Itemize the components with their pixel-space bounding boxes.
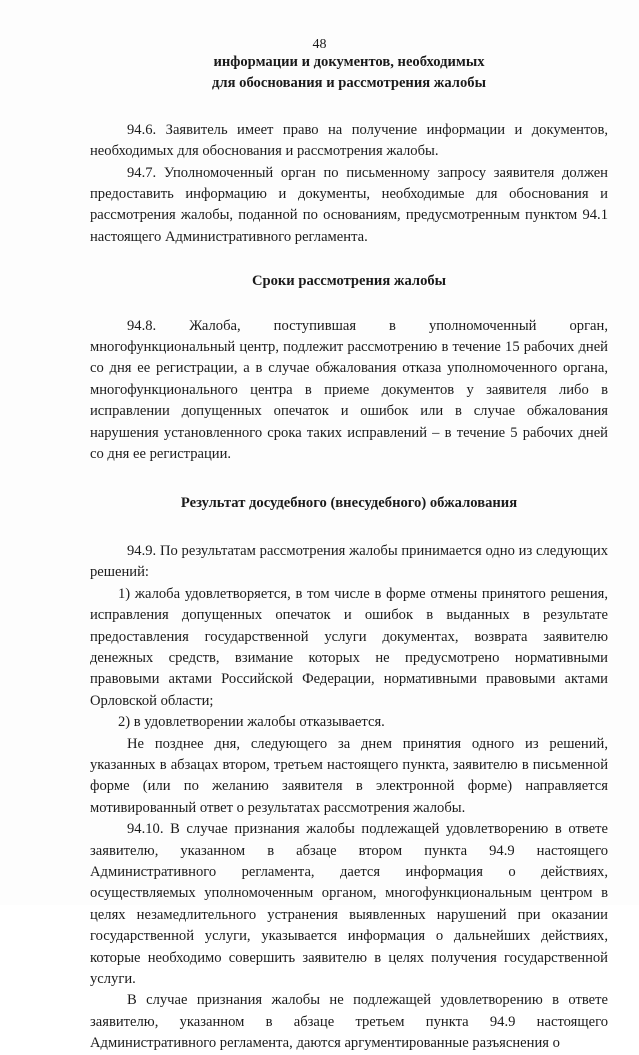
- spacer: [90, 95, 608, 120]
- top-heading-line-1: информации и документов, необходимых: [213, 54, 485, 70]
- paragraph-rejection-case: В случае признания жалобы не подлежащей удовлетворению в ответе заявителю, указанном в абзаце третьем пункта 94.9 настоящего Административного регламента, даются аргументированные разъяснения о: [90, 992, 608, 1052]
- paragraph-94-9-intro: 94.9. По результатам рассмотрения жалобы принимается одно из следующих решений:: [90, 542, 608, 581]
- spacer: [90, 466, 608, 493]
- paragraph-94-10: 94.10. В случае признания жалобы подлежащей удовлетворению в ответе заявителю, указанном в абзаце втором пункта 94.9 настоящего Административного регламента, дается информация о действиях, осуществляемых уполномоченным органом, многофункциональным центром в целях незамедлительного устранения выявленных нарушений при оказании государственной услуги, указывается информация о дальнейших действиях, которые необходимо совершить заявителю в целях получения государственной услуги.: [90, 821, 608, 988]
- paragraph-94-8: 94.8. Жалоба, поступившая в уполномоченный орган, многофункциональный центр, подлежит рассмотрению в течение 15 рабочих дней со дня ее регистрации, а в случае обжалования отказа уполномоченного органа, многофункционального центра в приеме документов у заявителя либо в исправлении допущенных опечаток и ошибок или в случае обжалования нарушения установленного срока таких исправлений – в течение 5 рабочих дней со дня ее регистрации.: [90, 317, 608, 463]
- decision-item-2: 2) в удовлетворении жалобы отказывается.: [118, 714, 385, 731]
- spacer: [90, 293, 608, 316]
- section-heading-appeal-result: Результат досудебного (внесудебного) обжалования: [180, 494, 518, 511]
- decision-item-1: 1) жалоба удовлетворяется, в том числе в форме отмены принятого решения, исправления допущенных опечаток и ошибок в выданных в результате предоставления государственной услуги документах, возврата заявителю денежных средств, взимание которых не предусмотрено нормативными правовыми актами Российской Федерации, нормативными правовыми актами Орловской области;: [90, 585, 608, 709]
- section-heading-review-terms: Сроки рассмотрения жалобы: [251, 273, 447, 290]
- paragraph-response-deadline: Не позднее дня, следующего за днем принятия одного из решений, указанных в абзацах втором, третьем настоящего пункта, заявителю в письменной форме (или по желанию заявителя в электронной форме) направляется мотивированный ответ о результатах рассмотрения жалобы.: [90, 735, 608, 816]
- top-heading-line-2: для обоснования и рассмотрения жалобы: [212, 75, 486, 92]
- paragraph-94-6: 94.6. Заявитель имеет право на получение информации и документов, необходимых для обоснования и рассмотрения жалобы.: [90, 121, 608, 160]
- paragraph-94-7: 94.7. Уполномоченный орган по письменному запросу заявителя должен предоставить информацию и документы, необходимые для обоснования и рассмотрения жалобы, поданной по основаниям, предусмотренным пунктом 94.1 настоящего Административного регламента.: [90, 164, 608, 245]
- spacer: [90, 514, 608, 541]
- spacer: [90, 248, 608, 271]
- page-content: [90, 52, 608, 1055]
- page-number: 48: [312, 37, 327, 52]
